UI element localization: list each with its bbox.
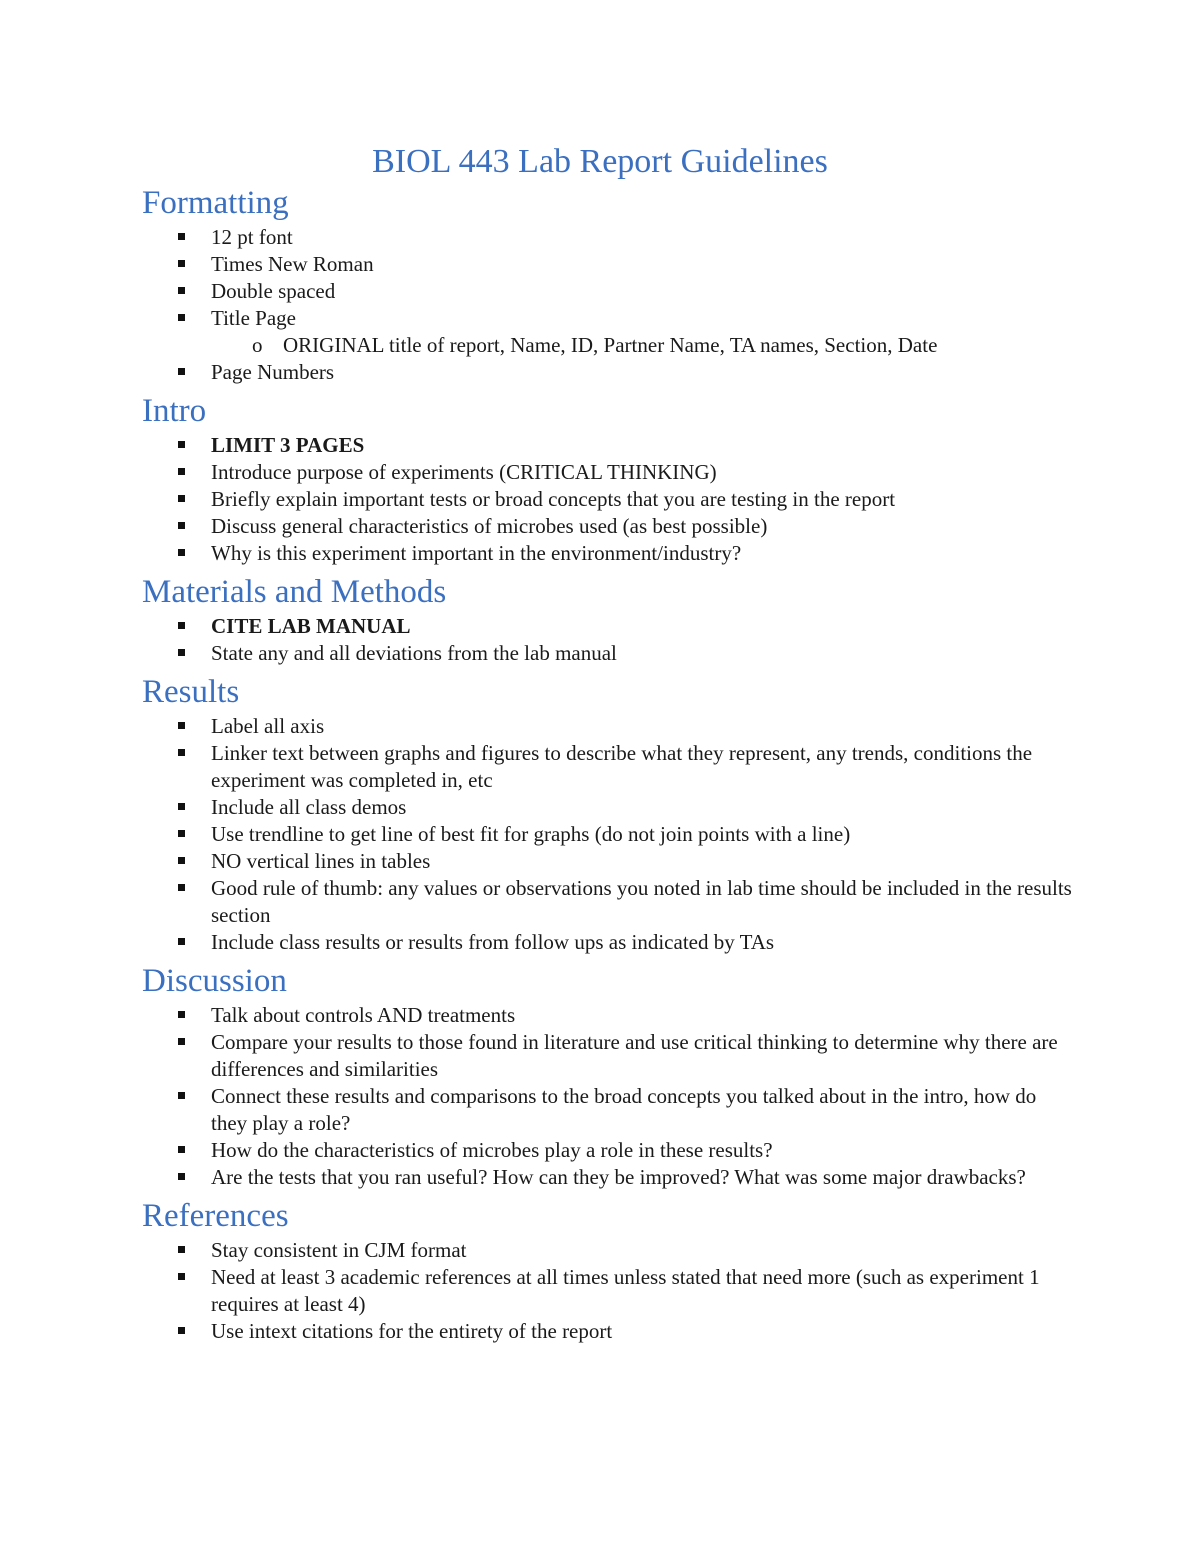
section-heading-formatting: Formatting — [142, 185, 289, 221]
list-item — [142, 1164, 1072, 1191]
list-item-text: Use trendline to get line of best fit for graphs (do not join points with a line) — [211, 822, 851, 846]
list-item-text: LIMIT 3 PAGES — [211, 433, 365, 457]
sub-list-item-text: ORIGINAL title of report, Name, ID, Partner Name, TA names, Section, Date — [283, 333, 938, 357]
list-item — [142, 224, 1072, 251]
list-item-text: State any and all deviations from the lab manual — [211, 641, 617, 665]
list-item — [142, 613, 1072, 640]
list-item-text: Use intext citations for the entirety of the report — [211, 1319, 613, 1343]
list-item — [142, 1264, 1072, 1318]
section-heading-discussion: Discussion — [142, 963, 287, 999]
square-bullet-icon — [178, 260, 185, 267]
sub-list-item — [142, 332, 1072, 359]
list-item-text: How do the characteristics of microbes play a role in these results? — [211, 1138, 773, 1162]
square-bullet-icon — [178, 549, 185, 556]
list-item-text: Times New Roman — [211, 252, 374, 276]
square-bullet-icon — [178, 1173, 185, 1180]
list-item-text: Connect these results and comparisons to the broad concepts you talked about in the intro, how do they play a role? — [211, 1084, 1037, 1135]
square-bullet-icon — [178, 522, 185, 529]
square-bullet-icon — [178, 495, 185, 502]
bullet-list — [142, 713, 1072, 956]
list-item-text: CITE LAB MANUAL — [211, 614, 411, 638]
list-item — [142, 305, 1072, 332]
list-item — [142, 278, 1072, 305]
square-bullet-icon — [178, 1011, 185, 1018]
square-bullet-icon — [178, 1038, 185, 1045]
bullet-list — [142, 224, 1072, 386]
square-bullet-icon — [178, 857, 185, 864]
list-item-text: Good rule of thumb: any values or observations you noted in lab time should be included in the results section — [211, 876, 1072, 927]
list-item — [142, 251, 1072, 278]
square-bullet-icon — [178, 1092, 185, 1099]
circle-bullet-icon: o — [252, 333, 263, 357]
list-item — [142, 1002, 1072, 1029]
section-heading-results: Results — [142, 674, 240, 710]
square-bullet-icon — [178, 1273, 185, 1280]
list-item — [142, 821, 1072, 848]
list-item-text: Compare your results to those found in literature and use critical thinking to determine why there are differences and similarities — [211, 1030, 1058, 1081]
list-item-text: Page Numbers — [211, 360, 335, 384]
square-bullet-icon — [178, 368, 185, 375]
list-item-text: Double spaced — [211, 279, 336, 303]
square-bullet-icon — [178, 649, 185, 656]
list-item-text: Title Page — [211, 306, 296, 330]
square-bullet-icon — [178, 722, 185, 729]
list-item — [142, 848, 1072, 875]
list-item — [142, 1083, 1072, 1137]
square-bullet-icon — [178, 1146, 185, 1153]
list-item — [142, 1237, 1072, 1264]
list-item-text: Need at least 3 academic references at all times unless stated that need more (such as experiment 1 requires at least 4) — [211, 1265, 1040, 1316]
square-bullet-icon — [178, 1246, 185, 1253]
list-item-text: Include class results or results from follow ups as indicated by TAs — [211, 930, 775, 954]
list-item-text: Stay consistent in CJM format — [211, 1238, 467, 1262]
list-item-text: NO vertical lines in tables — [211, 849, 431, 873]
square-bullet-icon — [178, 468, 185, 475]
list-item-text: Introduce purpose of experiments (CRITICAL THINKING) — [211, 460, 717, 484]
square-bullet-icon — [178, 314, 185, 321]
square-bullet-icon — [178, 803, 185, 810]
list-item-text: Why is this experiment important in the environment/industry? — [211, 541, 742, 565]
square-bullet-icon — [178, 622, 185, 629]
bullet-list — [142, 1237, 1072, 1345]
square-bullet-icon — [178, 938, 185, 945]
bullet-list — [142, 1002, 1072, 1191]
list-item — [142, 875, 1072, 929]
square-bullet-icon — [178, 1327, 185, 1334]
list-item-text: Include all class demos — [211, 795, 407, 819]
document-body — [142, 182, 1072, 1349]
square-bullet-icon — [178, 441, 185, 448]
list-item — [142, 359, 1072, 386]
square-bullet-icon — [178, 830, 185, 837]
square-bullet-icon — [178, 287, 185, 294]
list-item — [142, 486, 1072, 513]
document-title: BIOL 443 Lab Report Guidelines — [372, 143, 828, 180]
list-item — [142, 740, 1072, 794]
list-item — [142, 929, 1072, 956]
list-item — [142, 1318, 1072, 1345]
list-item — [142, 513, 1072, 540]
section-heading-intro: Intro — [142, 393, 207, 429]
list-item-text: Briefly explain important tests or broad concepts that you are testing in the report — [211, 487, 896, 511]
square-bullet-icon — [178, 233, 185, 240]
list-item-text: Are the tests that you ran useful? How can they be improved? What was some major drawbacks? — [211, 1165, 1026, 1189]
list-item — [142, 640, 1072, 667]
sub-bullet-list — [142, 332, 1072, 359]
list-item — [142, 540, 1072, 567]
section-heading-materials-and-methods: Materials and Methods — [142, 574, 447, 610]
list-item-text: Label all axis — [211, 714, 325, 738]
list-item-text: 12 pt font — [211, 225, 293, 249]
list-item-text: Talk about controls AND treatments — [211, 1003, 516, 1027]
list-item — [142, 459, 1072, 486]
list-item — [142, 794, 1072, 821]
square-bullet-icon — [178, 884, 185, 891]
bullet-list — [142, 432, 1072, 567]
section-heading-references: References — [142, 1198, 289, 1234]
bullet-list — [142, 613, 1072, 667]
list-item — [142, 1029, 1072, 1083]
list-item — [142, 432, 1072, 459]
list-item — [142, 713, 1072, 740]
square-bullet-icon — [178, 749, 185, 756]
list-item-text: Discuss general characteristics of microbes used (as best possible) — [211, 514, 768, 538]
list-item-text: Linker text between graphs and figures to describe what they represent, any trends, conditions the experiment was completed in, etc — [211, 741, 1033, 792]
list-item — [142, 1137, 1072, 1164]
